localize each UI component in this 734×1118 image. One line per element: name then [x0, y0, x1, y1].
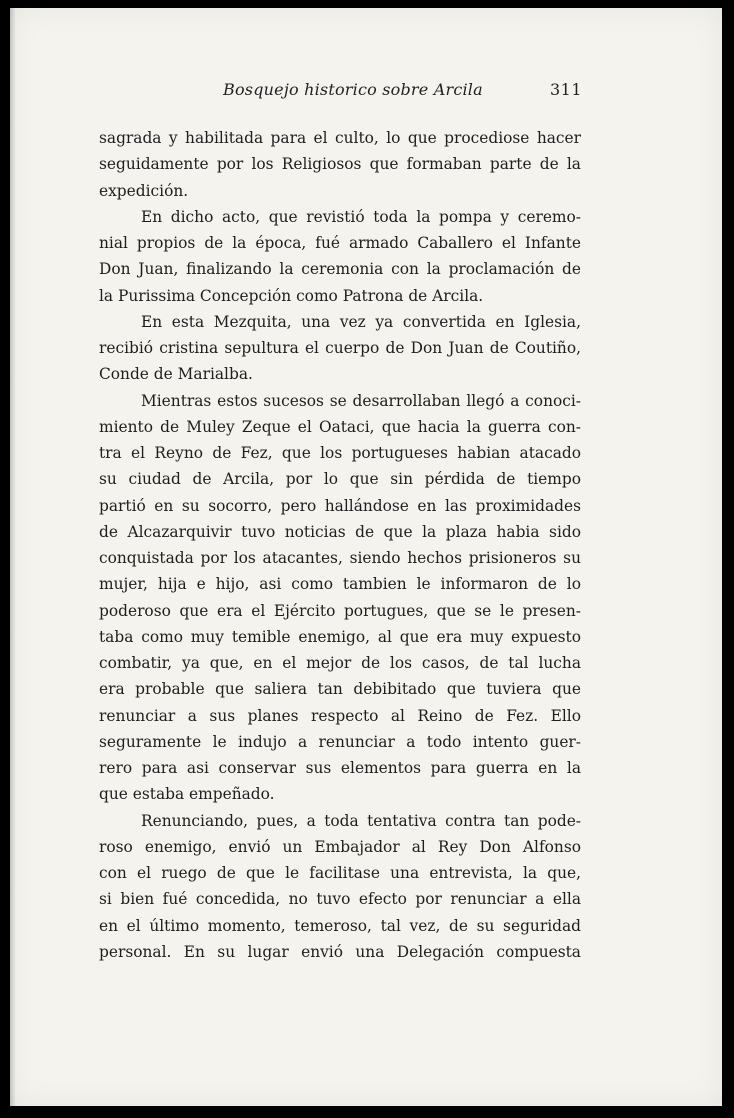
text-line: era probable que saliera tan debibitado que tuviera que [99, 680, 581, 699]
text-line: expedición. [99, 181, 189, 200]
body-text [99, 125, 581, 965]
text-line: renunciar a sus planes respecto al Reino de Fez. Ello [99, 706, 581, 725]
text-line: conquistada por los atacantes, siendo hechos prisioneros su [99, 549, 581, 567]
text-line: Don Juan, finalizando la ceremonia con la proclamación de [99, 260, 581, 279]
text-line: miento de Muley Zeque el Oataci, que hacia la guerra con- [99, 417, 581, 436]
running-head-title: Bosquejo historico sobre Arcila [223, 80, 483, 99]
text-line: con el ruego de que le facilitase una entrevista, la que, [99, 864, 581, 882]
text-line: Conde de Marialba. [99, 365, 253, 384]
text-line: En esta Mezquita, una vez ya convertida en Iglesia, [141, 312, 581, 331]
text-line: la Purissima Concepción como Patrona de Arcila. [99, 286, 484, 305]
text-line: sagrada y habilitada para el culto, lo que procediose hacer [99, 129, 581, 147]
text-line: En dicho acto, que revistió toda la pompa y ceremo- [141, 207, 581, 226]
text-line: en el último momento, temeroso, tal vez, de su seguridad [99, 916, 581, 935]
text-line: recibió cristina sepultura el cuerpo de Don Juan de Coutiño, [99, 339, 581, 357]
text-line: taba como muy temible enemigo, al que era muy expuesto [99, 627, 581, 646]
text-line: tra el Reyno de Fez, que los portugueses habian atacado [99, 444, 581, 462]
text-line: seguramente le indujo a renunciar a todo intento guer- [99, 732, 581, 751]
page-edge-shadow [10, 8, 16, 1106]
text-line: de Alcazarquivir tuvo noticias de que la plaza habia sido [99, 522, 581, 541]
page-number: 311 [549, 80, 582, 99]
text-line: su ciudad de Arcila, por lo que sin pérdida de tiempo [99, 470, 581, 489]
book-page [10, 8, 722, 1106]
text-line: Renunciando, pues, a toda tentativa contra tan pode- [141, 811, 581, 830]
text-line: partió en su socorro, pero hallándose en las proximidades [99, 496, 581, 515]
text-line: combatir, ya que, en el mejor de los casos, de tal lucha [99, 654, 581, 672]
text-line: roso enemigo, envió un Embajador al Rey Don Alfonso [99, 837, 581, 856]
text-line: seguidamente por los Religiosos que formaban parte de la [99, 155, 581, 174]
text-line: mujer, hija e hijo, asi como tambien le informaron de lo [99, 575, 581, 594]
text-line: personal. En su lugar envió una Delegación compuesta [99, 942, 581, 961]
text-line: poderoso que era el Ejército portugues, que se le presen- [99, 601, 581, 620]
running-head [10, 80, 722, 104]
text-line: si bien fué concedida, no tuvo efecto por renunciar a ella [99, 890, 581, 909]
text-line: rero para asi conservar sus elementos para guerra en la [99, 759, 581, 777]
text-line: nial propios de la época, fué armado Caballero el Infante [99, 234, 581, 252]
text-line: que estaba empeñado. [99, 785, 275, 804]
text-line: Mientras estos sucesos se desarrollaban llegó a conoci- [141, 391, 581, 410]
